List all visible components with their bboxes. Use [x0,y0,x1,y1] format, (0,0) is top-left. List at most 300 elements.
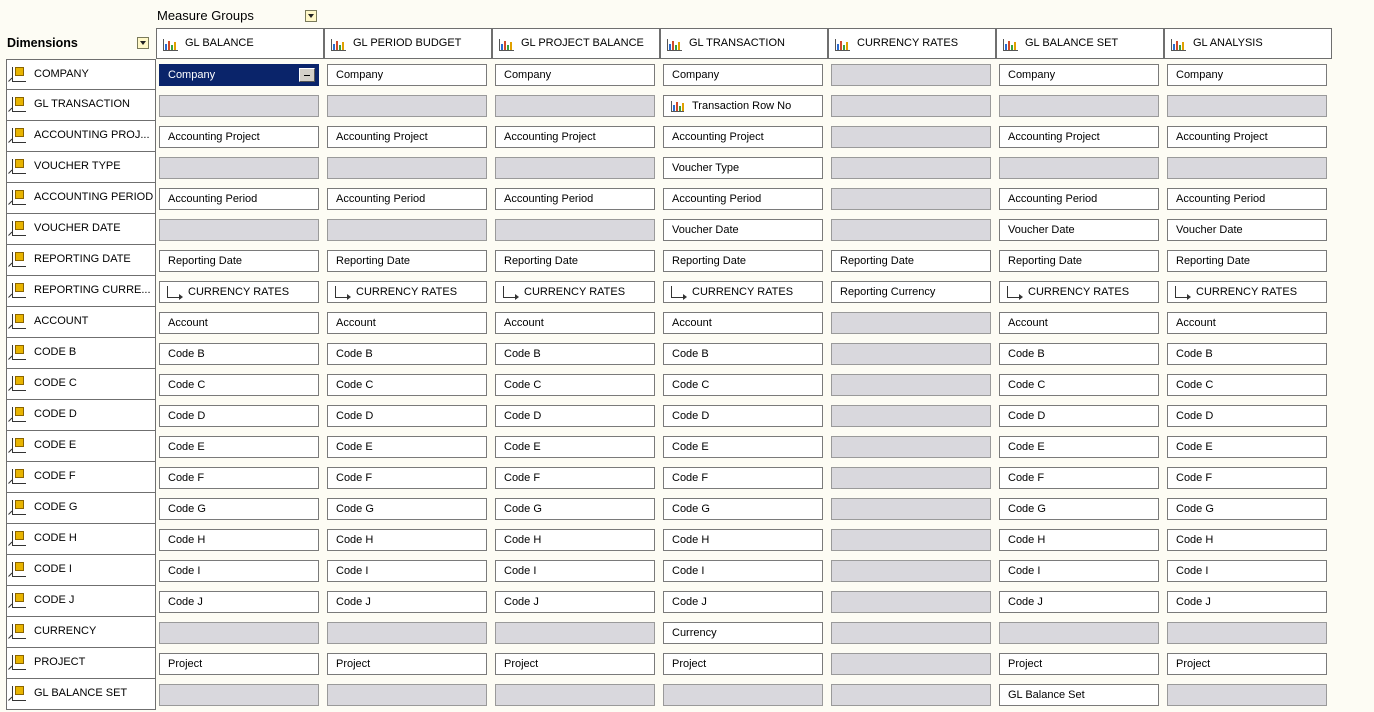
empty-relationship-cell[interactable] [831,498,991,520]
relationship-cell-text: Company [168,69,216,81]
relationship-cell[interactable] [159,126,319,148]
relationship-cell[interactable] [159,343,319,365]
relationship-cell-text: Voucher Date [1176,224,1243,236]
relationship-cell[interactable] [327,498,487,520]
relationship-cell[interactable] [327,405,487,427]
relationship-cell-text: Accounting Project [336,131,428,143]
empty-relationship-cell[interactable] [831,312,991,334]
dimension-row-header[interactable] [6,152,156,183]
cube-axis-icon [12,500,26,515]
relationship-cell-text: Accounting Period [168,193,258,205]
relationship-cell[interactable] [495,188,655,210]
measure-group-label: GL BALANCE SET [1025,37,1119,49]
cube-axis-icon [12,376,26,391]
dimension-row-header[interactable] [6,245,156,276]
empty-relationship-cell[interactable] [831,405,991,427]
relationship-cell-text: Accounting Project [1008,131,1100,143]
relationship-cell-text: Currency [672,627,717,639]
relationship-cell[interactable] [159,312,319,334]
relationship-cell-text: Accounting Project [1176,131,1268,143]
relationship-cell-text: Code J [1008,596,1043,608]
empty-relationship-cell[interactable] [1167,622,1327,644]
relationship-cell-text: CURRENCY RATES [188,286,290,298]
cube-axis-icon [12,97,26,112]
cube-axis-icon [12,562,26,577]
relationship-cell-text: Accounting Period [1008,193,1098,205]
relationship-cell-text: Code I [1008,565,1041,577]
dimension-label: CODE D [34,408,77,420]
relationship-cell[interactable] [495,64,655,86]
relationship-cell-text: Voucher Date [1008,224,1075,236]
measure-group-label: GL PERIOD BUDGET [353,37,462,49]
empty-relationship-cell[interactable] [831,374,991,396]
relationship-cell[interactable] [1167,126,1327,148]
cube-axis-icon [12,314,26,329]
measure-group-header[interactable] [996,28,1164,59]
empty-relationship-cell[interactable] [495,95,655,117]
relationship-cell-text: Code D [168,410,206,422]
empty-relationship-cell[interactable] [1167,157,1327,179]
relationship-cell-text: Code I [168,565,201,577]
relationship-cell-text: Accounting Period [672,193,762,205]
relationship-cell[interactable] [495,436,655,458]
dimension-row-header[interactable] [6,648,156,679]
relationship-cell-text: Code C [1176,379,1214,391]
relationship-cell[interactable] [999,219,1159,241]
cube-axis-icon [12,252,26,267]
relationship-cell[interactable] [1167,405,1327,427]
relationship-cell[interactable] [495,529,655,551]
dimension-row-header[interactable] [6,431,156,462]
relationship-cell-text: Accounting Period [504,193,594,205]
empty-relationship-cell[interactable] [831,467,991,489]
relationship-cell-text: Project [504,658,539,670]
relationship-cell[interactable] [999,591,1159,613]
cube-axis-icon [12,686,26,701]
relationship-cell[interactable] [663,653,823,675]
empty-relationship-cell[interactable] [831,622,991,644]
relationship-cell[interactable] [327,653,487,675]
relationship-cell[interactable] [663,436,823,458]
empty-relationship-cell[interactable] [327,157,487,179]
relationship-cell[interactable] [159,188,319,210]
relationship-cell-text: Code G [1008,503,1046,515]
relationship-cell[interactable] [327,64,487,86]
relationship-cell-text: Company [672,69,720,81]
relationship-cell[interactable] [663,312,823,334]
empty-relationship-cell[interactable] [831,436,991,458]
bar-chart-icon [1003,39,1018,51]
empty-relationship-cell[interactable] [831,64,991,86]
relationship-cell-text: CURRENCY RATES [692,286,794,298]
relationship-cell[interactable] [999,560,1159,582]
relationship-cell-text: Code C [1008,379,1046,391]
relationship-cell[interactable] [327,281,487,303]
bar-chart-icon [667,39,682,51]
relationship-cell-text: Project [168,658,203,670]
relationship-cell[interactable] [327,467,487,489]
relationship-cell-text: Accounting Project [504,131,596,143]
dimension-label: CODE J [34,594,75,606]
bar-chart-icon [671,101,684,112]
relationship-cell[interactable] [663,591,823,613]
measure-group-header[interactable] [828,28,996,59]
dimension-row-header[interactable] [6,90,156,121]
relationship-cell[interactable] [159,653,319,675]
relationship-cell[interactable] [663,529,823,551]
dimension-row-header[interactable] [6,214,156,245]
relationship-cell[interactable] [495,560,655,582]
relationship-cell[interactable] [1167,653,1327,675]
relationship-cell-text: Code H [504,534,542,546]
cube-axis-icon [12,407,26,422]
relationship-cell[interactable] [327,126,487,148]
relationship-cell[interactable] [999,64,1159,86]
dimensions-dropdown-icon[interactable] [137,37,149,49]
empty-relationship-cell[interactable] [831,188,991,210]
relationship-cell[interactable] [663,467,823,489]
relationship-cell[interactable] [663,188,823,210]
relationship-cell-text: Code E [1008,441,1045,453]
measure-groups-dropdown-icon[interactable] [305,10,317,22]
relationship-cell[interactable] [663,405,823,427]
empty-relationship-cell[interactable] [495,157,655,179]
relationship-cell-text: Account [1176,317,1216,329]
relationship-cell[interactable] [159,591,319,613]
relationship-cell-text: Code G [336,503,374,515]
relationship-cell[interactable] [663,157,823,179]
cube-axis-icon [12,190,26,205]
dimension-row-header[interactable] [6,617,156,648]
relationship-cell-text: Code F [1008,472,1045,484]
relationship-cell-text: Account [336,317,376,329]
relationship-cell[interactable] [327,250,487,272]
relationship-cell-text: Code G [504,503,542,515]
measure-group-label: GL PROJECT BALANCE [521,37,644,49]
relationship-cell-text: Accounting Period [336,193,426,205]
relationship-cell[interactable] [327,529,487,551]
dimension-row-header[interactable] [6,307,156,338]
relationship-cell[interactable] [999,374,1159,396]
dimension-label: GL BALANCE SET [34,687,128,699]
relationship-cell[interactable] [1167,436,1327,458]
relationship-cell[interactable] [663,64,823,86]
dimension-label: REPORTING DATE [34,253,131,265]
relationship-cell-text: Code E [336,441,373,453]
relationship-cell[interactable] [999,529,1159,551]
empty-relationship-cell[interactable] [831,126,991,148]
relationship-cell[interactable] [1167,498,1327,520]
relationship-cell-text: Accounting Period [1176,193,1266,205]
relationship-cell[interactable] [159,467,319,489]
relationship-cell[interactable] [159,250,319,272]
cube-axis-icon [12,438,26,453]
relationship-cell-text: Code J [168,596,203,608]
empty-relationship-cell[interactable] [831,157,991,179]
relationship-cell[interactable] [999,653,1159,675]
cube-axis-icon [12,283,26,298]
cube-axis-icon [12,67,26,82]
cube-axis-icon [12,624,26,639]
relationship-cell-text: Account [672,317,712,329]
relationship-cell-text: Reporting Date [1008,255,1082,267]
empty-relationship-cell[interactable] [159,622,319,644]
relationship-cell-text: Reporting Date [672,255,746,267]
relationship-cell[interactable] [159,281,319,303]
relationship-cell[interactable] [1167,529,1327,551]
relationship-cell[interactable] [159,374,319,396]
relationship-cell[interactable] [495,591,655,613]
cube-axis-icon [12,593,26,608]
empty-relationship-cell[interactable] [831,529,991,551]
relationship-cell[interactable] [495,653,655,675]
cube-axis-icon [12,655,26,670]
empty-relationship-cell[interactable] [831,560,991,582]
empty-relationship-cell[interactable] [831,591,991,613]
measure-group-label: GL ANALYSIS [1193,37,1263,49]
relationship-cell[interactable] [159,560,319,582]
relationship-cell[interactable] [663,560,823,582]
dimension-label: REPORTING CURRE... [34,284,151,296]
reference-arrow-icon [671,286,684,298]
relationship-cell-text: Code H [672,534,710,546]
relationship-cell[interactable] [831,250,991,272]
empty-relationship-cell[interactable] [159,219,319,241]
relationship-cell[interactable] [663,219,823,241]
relationship-cell[interactable] [495,281,655,303]
empty-relationship-cell[interactable] [327,684,487,706]
cube-axis-icon [12,221,26,236]
dimension-label: CODE C [34,377,77,389]
relationship-cell[interactable] [327,591,487,613]
relationship-cell[interactable] [159,529,319,551]
relationship-cell[interactable] [327,312,487,334]
relationship-cell[interactable] [999,467,1159,489]
relationship-cell[interactable] [663,281,823,303]
relationship-cell[interactable] [999,436,1159,458]
relationship-cell-text: Code G [1176,503,1214,515]
relationship-cell[interactable] [327,343,487,365]
reference-arrow-icon [1007,286,1020,298]
dimension-label: CURRENCY [34,625,97,637]
relationship-cell-text: Code B [168,348,205,360]
measure-group-header[interactable] [324,28,492,59]
relationship-cell[interactable] [159,498,319,520]
relationship-cell-text: Project [336,658,371,670]
relationship-cell[interactable] [495,126,655,148]
bar-chart-icon [835,39,850,51]
relationship-cell-text: Reporting Date [1176,255,1250,267]
relationship-cell[interactable] [159,405,319,427]
relationship-cell-text: Code D [1176,410,1214,422]
relationship-cell[interactable] [159,436,319,458]
measure-group-header[interactable] [492,28,660,59]
dimension-row-header[interactable] [6,338,156,369]
empty-relationship-cell[interactable] [327,622,487,644]
relationship-cell[interactable] [1167,312,1327,334]
reference-arrow-icon [167,286,180,298]
relationship-cell[interactable] [999,250,1159,272]
relationship-cell-text: Code G [168,503,206,515]
relationship-cell[interactable] [1167,281,1327,303]
relationship-cell[interactable] [663,622,823,644]
relationship-cell[interactable] [159,64,319,86]
relationship-cell-text: Code B [1008,348,1045,360]
bar-chart-icon [163,39,178,51]
dimension-row-header[interactable] [6,59,156,90]
dimension-row-header[interactable] [6,121,156,152]
relationship-cell-text: Reporting Date [504,255,578,267]
relationship-cell[interactable] [1167,560,1327,582]
measure-group-header[interactable] [156,28,324,59]
relationship-cell-text: Voucher Date [672,224,739,236]
relationship-cell[interactable] [495,343,655,365]
relationship-cell-text: Code C [336,379,374,391]
relationship-cell[interactable] [999,498,1159,520]
relationship-cell[interactable] [999,405,1159,427]
relationship-cell[interactable] [1167,188,1327,210]
relationship-cell-text: Transaction Row No [692,100,792,112]
empty-relationship-cell[interactable] [159,157,319,179]
empty-relationship-cell[interactable] [999,157,1159,179]
relationship-cell[interactable] [663,343,823,365]
relationship-cell[interactable] [495,467,655,489]
cube-axis-icon [12,345,26,360]
dimension-row-header[interactable] [6,462,156,493]
bar-chart-icon [1171,39,1186,51]
cube-axis-icon [12,469,26,484]
relationship-cell[interactable] [663,250,823,272]
relationship-cell[interactable] [1167,467,1327,489]
edit-relationship-button[interactable] [299,68,315,82]
relationship-cell-text: Reporting Date [840,255,914,267]
measure-group-header[interactable] [660,28,828,59]
relationship-cell-text: Code E [1176,441,1213,453]
empty-relationship-cell[interactable] [999,622,1159,644]
dimension-row-header[interactable] [6,524,156,555]
dimension-row-header[interactable] [6,400,156,431]
dimension-row-header[interactable] [6,369,156,400]
relationship-cell[interactable] [999,126,1159,148]
relationship-cell-text: Accounting Project [672,131,764,143]
empty-relationship-cell[interactable] [999,95,1159,117]
relationship-cell-text: Code C [168,379,206,391]
empty-relationship-cell[interactable] [159,684,319,706]
relationship-cell-text: CURRENCY RATES [1028,286,1130,298]
empty-relationship-cell[interactable] [663,684,823,706]
cube-axis-icon [12,159,26,174]
relationship-cell-text: Code D [672,410,710,422]
relationship-cell-text: Project [1176,658,1211,670]
measure-group-header[interactable] [1164,28,1332,59]
relationship-cell-text: Code I [336,565,369,577]
dimension-row-header[interactable] [6,493,156,524]
relationship-cell-text: Code I [672,565,705,577]
relationship-cell-text: Code B [672,348,709,360]
empty-relationship-cell[interactable] [327,219,487,241]
dimension-label: CODE G [34,501,78,513]
relationship-cell[interactable] [495,312,655,334]
empty-relationship-cell[interactable] [831,343,991,365]
empty-relationship-cell[interactable] [831,219,991,241]
relationship-cell[interactable] [495,374,655,396]
relationship-cell[interactable] [327,436,487,458]
dimension-row-header[interactable] [6,555,156,586]
relationship-cell[interactable] [999,188,1159,210]
relationship-cell[interactable] [663,126,823,148]
relationship-cell[interactable] [663,498,823,520]
relationship-cell[interactable] [663,95,823,117]
dimension-label: PROJECT [34,656,86,668]
bar-chart-icon [499,39,514,51]
dimension-label: CODE B [34,346,77,358]
empty-relationship-cell[interactable] [495,684,655,706]
relationship-cell[interactable] [999,343,1159,365]
relationship-cell-text: Project [1008,658,1043,670]
relationship-cell[interactable] [1167,374,1327,396]
relationship-cell[interactable] [327,374,487,396]
relationship-cell[interactable] [831,281,991,303]
relationship-cell-text: CURRENCY RATES [356,286,458,298]
relationship-cell-text: Code D [504,410,542,422]
relationship-cell-text: Code H [1176,534,1214,546]
relationship-cell-text: Code D [336,410,374,422]
relationship-cell[interactable] [999,281,1159,303]
empty-relationship-cell[interactable] [1167,95,1327,117]
empty-relationship-cell[interactable] [495,219,655,241]
empty-relationship-cell[interactable] [831,684,991,706]
dimension-row-header[interactable] [6,183,156,214]
relationship-cell[interactable] [1167,250,1327,272]
dimension-row-header[interactable] [6,586,156,617]
empty-relationship-cell[interactable] [159,95,319,117]
relationship-cell[interactable] [495,498,655,520]
relationship-cell-text: Company [1176,69,1224,81]
relationship-cell[interactable] [1167,591,1327,613]
dimension-label: GL TRANSACTION [34,98,130,110]
relationship-cell-text: Code F [336,472,373,484]
empty-relationship-cell[interactable] [831,653,991,675]
relationship-cell-text: Account [504,317,544,329]
dimension-row-header[interactable] [6,276,156,307]
relationship-cell[interactable] [495,405,655,427]
empty-relationship-cell[interactable] [831,95,991,117]
relationship-cell[interactable] [327,560,487,582]
empty-relationship-cell[interactable] [327,95,487,117]
relationship-cell[interactable] [663,374,823,396]
empty-relationship-cell[interactable] [1167,684,1327,706]
relationship-cell[interactable] [1167,64,1327,86]
cube-axis-icon [12,531,26,546]
measure-groups-title: Measure Groups [157,8,254,23]
relationship-cell-text: Company [504,69,552,81]
relationship-cell-text: Code I [504,565,537,577]
dimension-row-header[interactable] [6,679,156,710]
reference-arrow-icon [335,286,348,298]
relationship-cell[interactable] [999,684,1159,706]
relationship-cell[interactable] [327,188,487,210]
relationship-cell[interactable] [999,312,1159,334]
relationship-cell[interactable] [1167,219,1327,241]
relationship-cell-text: GL Balance Set [1008,689,1085,701]
dimension-label: COMPANY [34,68,89,80]
dimension-label: CODE E [34,439,77,451]
relationship-cell-text: Code B [1176,348,1213,360]
relationship-cell[interactable] [1167,343,1327,365]
relationship-cell[interactable] [495,250,655,272]
empty-relationship-cell[interactable] [495,622,655,644]
dimension-label: CODE F [34,470,76,482]
